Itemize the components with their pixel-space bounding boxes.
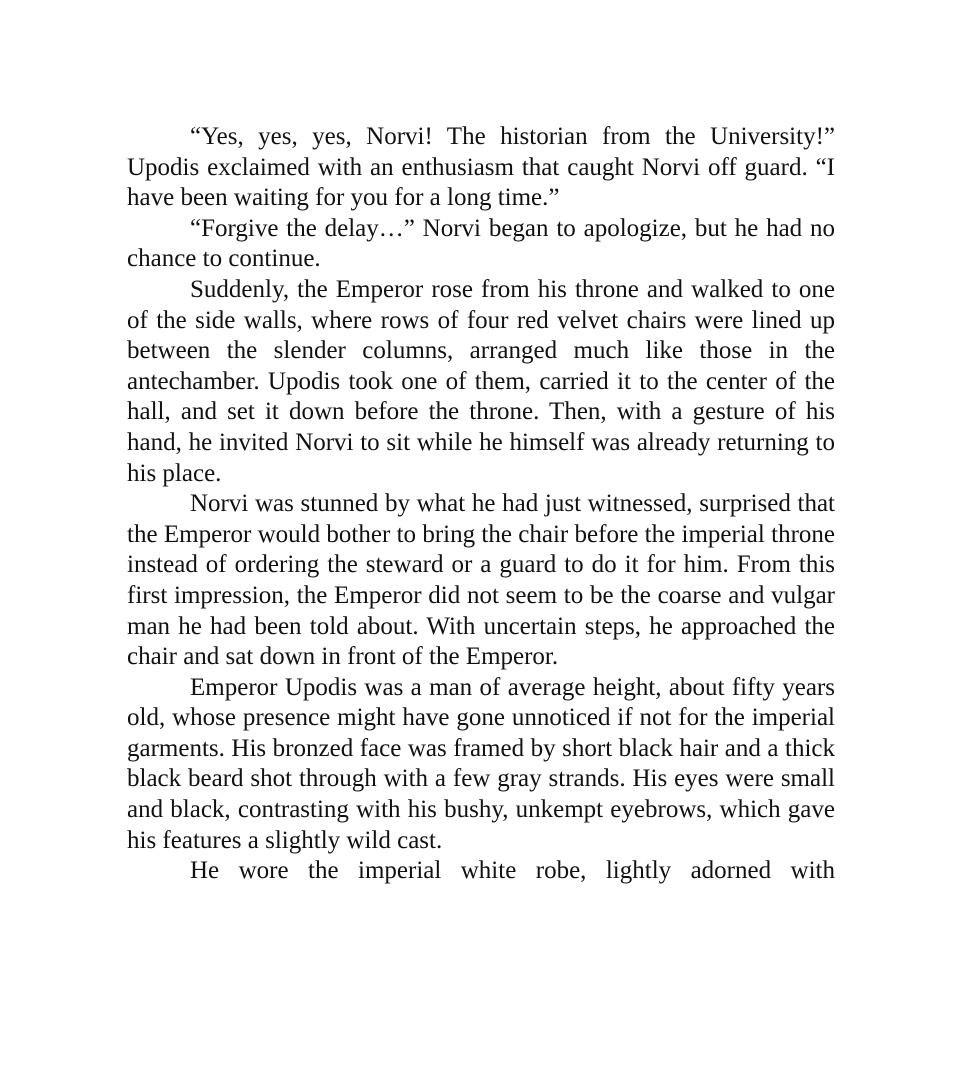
paragraph-2: “Forgive the delay…” Norvi began to apologize, but he had no chance to continue.	[127, 214, 835, 273]
paragraph-4: Norvi was stunned by what he had just witnessed, surprised that the Emperor would bother to bring the chair before the imperial throne instead of ordering the steward or a guard to do it for him. From this first impression, the Emperor did not seem to be the coarse and vulgar man he had been told about. With uncertain steps, he approached the chair and sat down in front of the Emperor.	[127, 490, 835, 671]
paragraph-6: He wore the imperial white robe, lightly adorned with	[190, 857, 835, 885]
paragraph-5: Emperor Upodis was a man of average height, about fifty years old, whose presence might have gone unnoticed if not for the imperial garments. His bronzed face was framed by short black hair and a thick black beard shot through with a few gray strands. His eyes were small and black, contrasting with his bushy, unkempt eyebrows, which gave his features a slightly wild cast.	[127, 673, 835, 854]
paragraph-1: “Yes, yes, yes, Norvi! The historian from the University!” Upodis exclaimed with an enthusiasm that caught Norvi off guard. “I have been waiting for you for a long time.”	[127, 123, 835, 212]
page-body	[127, 122, 835, 887]
paragraph-3: Suddenly, the Emperor rose from his throne and walked to one of the side walls, where rows of four red velvet chairs were lined up between the slender columns, arranged much like those in the antechamber. Upodis took one of them, carried it to the center of the hall, and set it down before the throne. Then, with a gesture of his hand, he invited Norvi to sit while he himself was already returning to his place.	[127, 275, 835, 487]
